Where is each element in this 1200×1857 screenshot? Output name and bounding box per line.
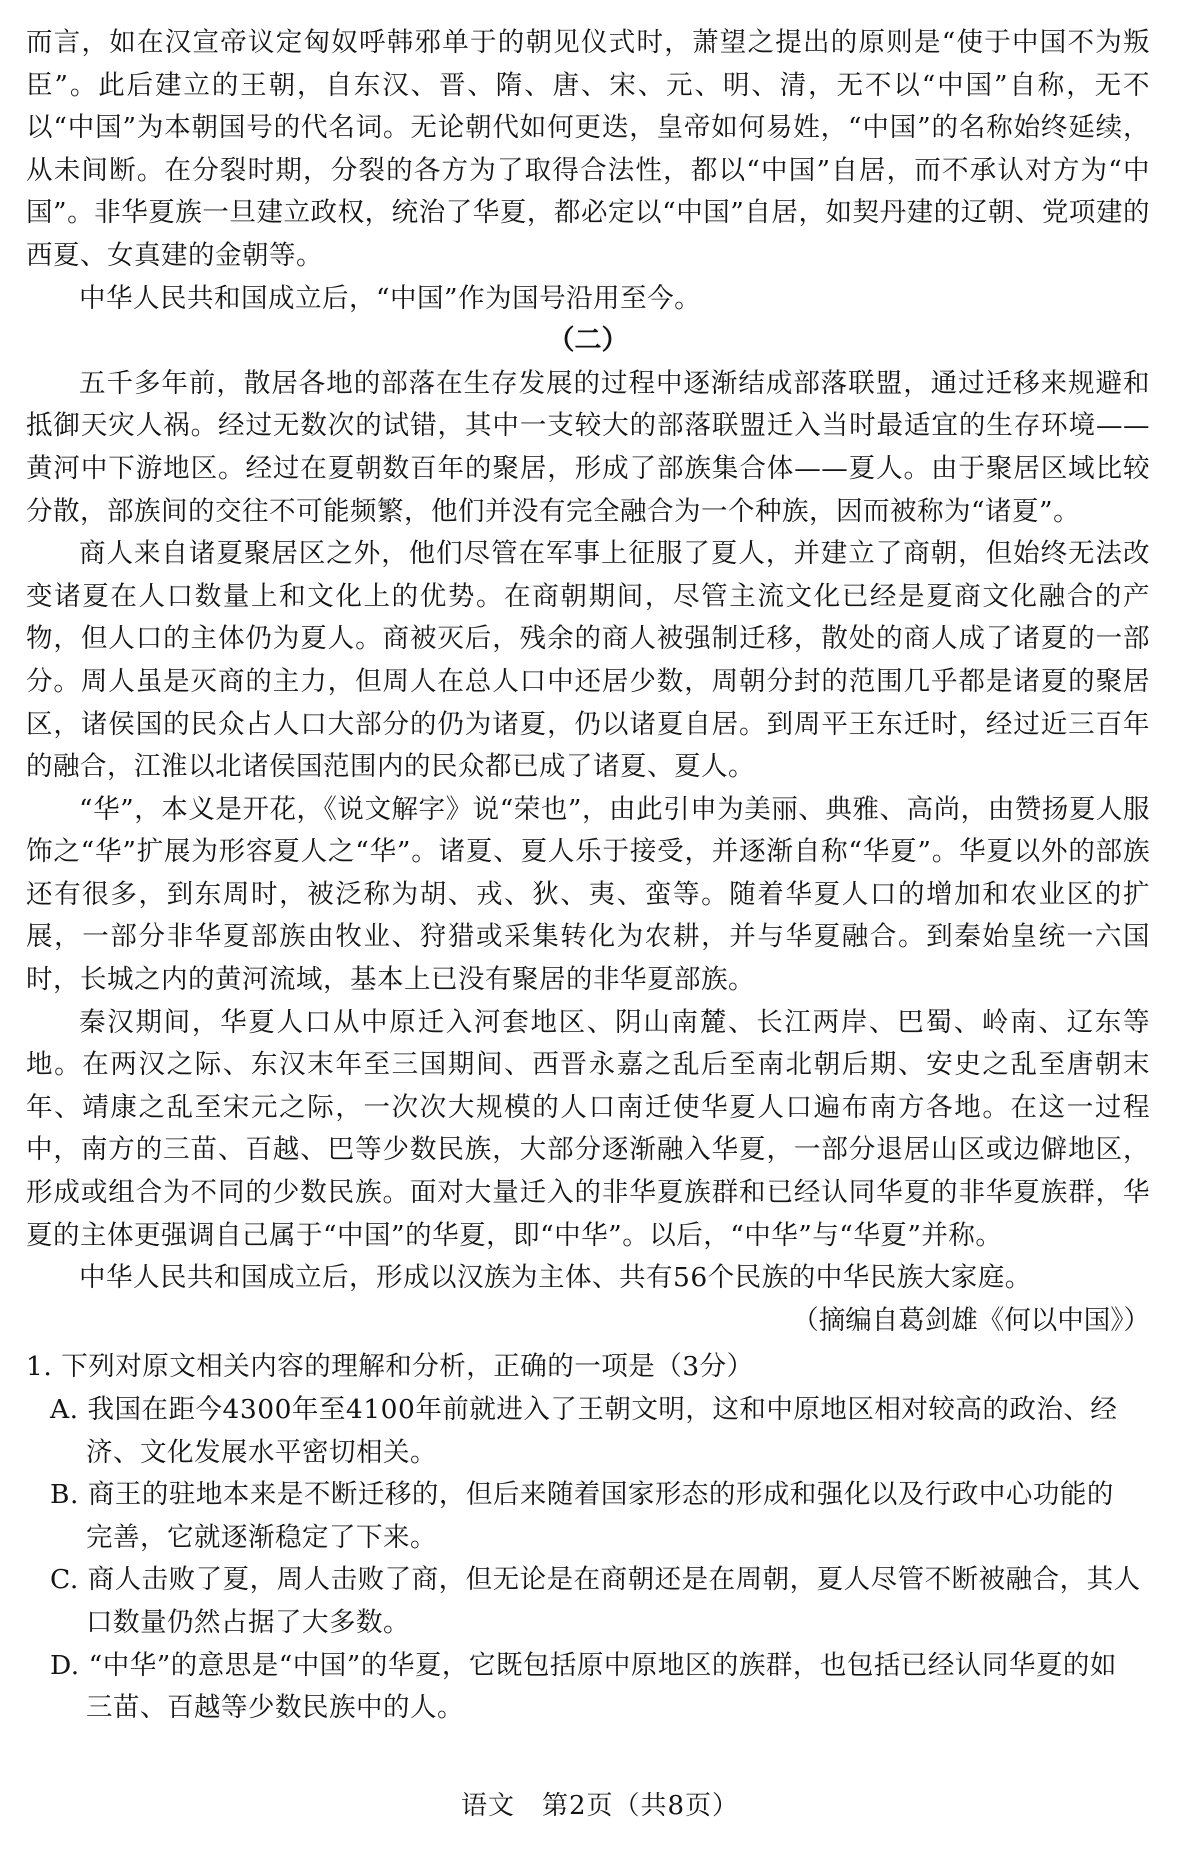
option-a-line-1: A. 我国在距今4300年至4100年前就进入了王朝文明，这和中原地区相对较高的政治、经	[50, 1394, 1118, 1425]
passage-paragraph-continued: 而言，如在汉宣帝议定匈奴呼韩邪单于的朝见仪式时，萧望之提出的原则是“使于中国不为叛臣”。此后建立的王朝，自东汉、晋、隋、唐、宋、元、明、清，无不以“中国”自称，无不以“中国”为本朝国号的代名词。无论朝代如何更迭，皇帝如何易姓，“中国”的名称始终延续，从未间断。在分裂时期，分裂的各方为了取得合法性，都以“中国”自居，而不承认对方为“中国”。非华夏族一旦建立政权，统治了华夏，都必定以“中国”自居，如契丹建的辽朝、党项建的西夏、女真建的金朝等。	[26, 27, 1150, 271]
exam-page	[26, 22, 1150, 1730]
option-b-line-2: 完善，它就逐渐稳定了下来。	[86, 1521, 437, 1553]
option-a	[50, 1389, 1150, 1474]
passage-paragraph-prc-name: 中华人民共和国成立后，“中国”作为国号沿用至今。	[79, 282, 702, 314]
passage-source: （摘编自葛剑雄《何以中国》）	[792, 1304, 1150, 1336]
section-heading: （二）	[547, 325, 629, 357]
passage-paragraph-hua: “华”，本义是开花，《说文解字》说“荣也”，由此引申为美丽、典雅、高尚，由赞扬夏人服饰之“华”扩展为形容夏人之“华”。诸夏、夏人乐于接受，并逐渐自称“华夏”。华夏以外的部族还有很多，到东周时，被泛称为胡、戎、狄、夷、蛮等。随着华夏人口的增加和农业区的扩展，一部分非华夏部族由牧业、狩猎或采集转化为农耕，并与华夏融合。到秦始皇统一六国时，长城之内的黄河流域，基本上已没有聚居的非华夏部族。	[26, 793, 1150, 996]
option-d-line-2: 三苗、百越等少数民族中的人。	[86, 1692, 464, 1724]
option-c	[50, 1559, 1150, 1644]
passage-paragraph-zhuxia: 五千多年前，散居各地的部落在生存发展的过程中逐渐结成部落联盟，通过迁移来规避和抵御天灾人祸。经过无数次的试错，其中一支较大的部落联盟迁入当时最适宜的生存环境——黄河中下游地区。经过在夏朝数百年的聚居，形成了部族集合体——夏人。由于聚居区域比较分散，部族间的交往不可能频繁，他们并没有完全融合为一个种族，因而被称为“诸夏”。	[26, 367, 1150, 527]
option-a-line-2: 济、文化发展水平密切相关。	[86, 1436, 437, 1468]
question-1	[26, 1346, 1150, 1729]
option-d-line-1: D. “中华”的意思是“中国”的华夏，它既包括原中原地区的族群，也包括已经认同华夏的如	[50, 1649, 1117, 1681]
passage-paragraph-shang-zhou: 商人来自诸夏聚居区之外，他们尽管在军事上征服了夏人，并建立了商朝，但始终无法改变诸夏在人口数量上和文化上的优势。在商朝期间，尽管主流文化已经是夏商文化融合的产物，但人口的主体仍为夏人。商被灭后，残余的商人被强制迁移，散处的商人成了诸夏的一部分。周人虽是灭商的主力，但周人在总人口中还居少数，周朝分封的范围几乎都是诸夏的聚居区，诸侯国的民众占人口大部分的仍为诸夏，仍以诸夏自居。到周平王东迁时，经过近三百年的融合，江淮以北诸侯国范围内的民众都已成了诸夏、夏人。	[26, 538, 1150, 783]
option-b-line-1: B. 商王的驻地本来是不断迁移的，但后来随着国家形态的形成和强化以及行政中心功能的	[50, 1479, 1114, 1511]
question-1-stem: 1. 下列对原文相关内容的理解和分析，正确的一项是（3分）	[26, 1351, 754, 1383]
option-c-line-2: 口数量仍然占据了大多数。	[86, 1606, 410, 1638]
option-d	[50, 1645, 1150, 1730]
option-b	[50, 1474, 1150, 1559]
passage-paragraph-prc-nation: 中华人民共和国成立后，形成以汉族为主体、共有56个民族的中华民族大家庭。	[79, 1262, 1032, 1294]
passage-paragraph-qin-han: 秦汉期间，华夏人口从中原迁入河套地区、阴山南麓、长江两岸、巴蜀、岭南、辽东等地。在两汉之际、东汉末年至三国期间、西晋永嘉之乱后至南北朝后期、安史之乱至唐朝末年、靖康之乱至宋元之际，一次次大规模的人口南迁使华夏人口遍布南方各地。在这一过程中，南方的三苗、百越、巴等少数民族，大部分逐渐融入华夏，一部分退居山区或边僻地区，形成或组合为不同的少数民族。面对大量迁入的非华夏族群和已经认同华夏的非华夏族群，华夏的主体更强调自己属于“中国”的华夏，即“中华”。以后，“中华”与“华夏”并称。	[26, 1006, 1150, 1251]
page-footer: 语文 第2页（共8页）	[460, 1791, 740, 1821]
option-c-line-1: C. 商人击败了夏，周人击败了商，但无论是在商朝还是在周朝，夏人尽管不断被融合，其人	[50, 1564, 1141, 1596]
